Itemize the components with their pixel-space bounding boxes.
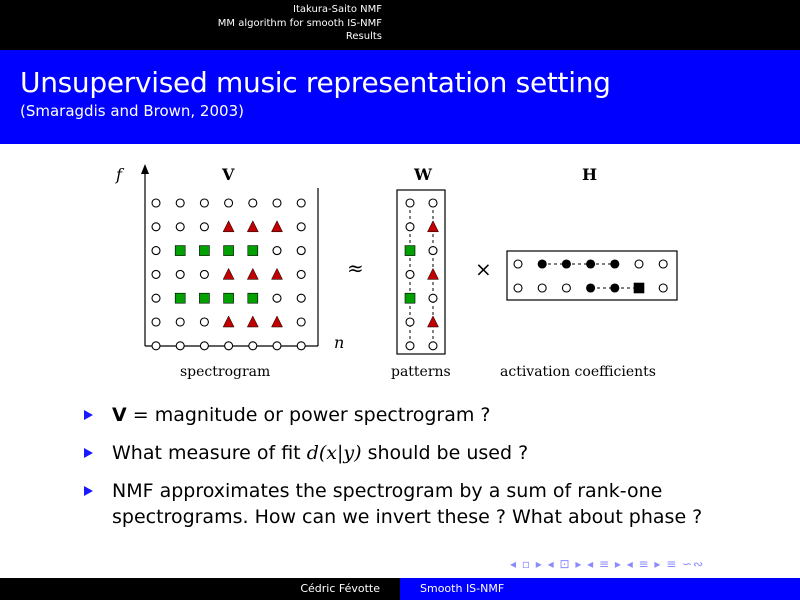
bullet-1-bold: V xyxy=(112,404,127,426)
v-cell-r7c4 xyxy=(225,342,233,350)
v-cell-r3c5 xyxy=(248,246,258,256)
h-matrix-box xyxy=(507,251,677,300)
w-cell-r7c2 xyxy=(429,342,437,350)
footer-bar xyxy=(0,578,800,600)
v-cell-r3c1 xyxy=(152,247,160,255)
v-cell-r4c3 xyxy=(200,270,208,278)
v-cell-r6c3 xyxy=(200,318,208,326)
footer-author: Cédric Févotte xyxy=(0,578,400,600)
bullet-item-3 xyxy=(82,478,782,530)
v-cell-r6c7 xyxy=(297,318,305,326)
nav-section-3[interactable]: Results xyxy=(345,31,382,42)
w-cell-r4c1 xyxy=(406,270,414,278)
nav-section-1[interactable]: Itakura-Saito NMF xyxy=(293,4,382,15)
nmf-diagram xyxy=(0,150,800,390)
h-cell-r1c5 xyxy=(611,260,619,268)
v-cell-r4c7 xyxy=(297,270,305,278)
h-matrix xyxy=(514,260,667,293)
v-cell-r6c5 xyxy=(247,316,258,327)
v-cell-r2c3 xyxy=(200,223,208,231)
v-cell-r1c5 xyxy=(249,199,257,207)
v-cell-r2c1 xyxy=(152,223,160,231)
nav-section-2[interactable]: MM algorithm for smooth IS-NMF xyxy=(217,17,382,29)
h-cell-r2c2 xyxy=(538,284,546,292)
bullet-item-1 xyxy=(82,402,782,428)
w-cell-r1c1 xyxy=(406,199,414,207)
title-bar xyxy=(0,50,800,144)
h-cell-r1c7 xyxy=(659,260,667,268)
v-cell-r3c4 xyxy=(224,246,234,256)
f-axis-label: f xyxy=(116,165,122,184)
bullet-1-text: = magnitude or power spectrogram ? xyxy=(126,404,491,426)
section-navigation xyxy=(0,0,400,50)
v-cell-r5c2 xyxy=(175,293,185,303)
header-bar xyxy=(0,0,800,50)
bullet-3-text: NMF approximates the spectrogram by a sum of rank-one spectrograms. How can we invert these ? What about phase ? xyxy=(112,480,703,528)
w-cell-r3c2 xyxy=(429,247,437,255)
footer-title: Smooth IS-NMF xyxy=(400,578,800,600)
v-cell-r7c1 xyxy=(152,342,160,350)
v-cell-r2c7 xyxy=(297,223,305,231)
bullet-triangle-icon xyxy=(84,486,93,496)
bullet-2-post: should be used ? xyxy=(361,442,529,464)
times-symbol: × xyxy=(475,257,492,281)
h-cell-r2c6 xyxy=(634,283,644,293)
slide-title: Unsupervised music representation setting xyxy=(20,66,611,99)
v-cell-r2c5 xyxy=(247,221,258,232)
v-cell-r2c6 xyxy=(272,221,283,232)
v-label: V xyxy=(222,165,235,184)
w-matrix xyxy=(405,199,439,350)
h-cell-r1c2 xyxy=(538,260,546,268)
v-cell-r4c1 xyxy=(152,270,160,278)
f-axis-arrow xyxy=(141,164,149,174)
bullet-item-2 xyxy=(82,440,782,466)
v-cell-r3c7 xyxy=(297,247,305,255)
h-cell-r2c5 xyxy=(611,284,619,292)
h-cell-r2c1 xyxy=(514,284,522,292)
w-cell-r3c1 xyxy=(405,246,415,256)
v-cell-r1c4 xyxy=(225,199,233,207)
h-cell-r1c4 xyxy=(587,260,595,268)
v-cell-r5c1 xyxy=(152,294,160,302)
bullet-2-pre: What measure of fit xyxy=(112,442,307,464)
v-cell-r4c5 xyxy=(247,268,258,279)
v-cell-r4c2 xyxy=(176,270,184,278)
w-cell-r5c2 xyxy=(429,294,437,302)
w-cell-r4c2 xyxy=(428,268,439,279)
bullet-triangle-icon xyxy=(84,410,93,420)
slide-subtitle: (Smaragdis and Brown, 2003) xyxy=(20,102,244,120)
v-cell-r3c3 xyxy=(199,246,209,256)
h-cell-r1c3 xyxy=(562,260,570,268)
v-cell-r1c7 xyxy=(297,199,305,207)
v-cell-r1c1 xyxy=(152,199,160,207)
w-cell-r6c1 xyxy=(406,318,414,326)
w-cell-r2c1 xyxy=(406,223,414,231)
v-cell-r6c1 xyxy=(152,318,160,326)
h-cell-r1c1 xyxy=(514,260,522,268)
v-cell-r7c6 xyxy=(273,342,281,350)
h-cell-r1c6 xyxy=(635,260,643,268)
v-cell-r4c4 xyxy=(223,268,234,279)
v-cell-r1c3 xyxy=(200,199,208,207)
v-matrix xyxy=(152,199,305,350)
nmf-diagram-svg xyxy=(0,150,800,390)
v-cell-r7c7 xyxy=(297,342,305,350)
bullet-2-math: d(x|y) xyxy=(306,442,362,464)
approx-symbol: ≈ xyxy=(347,256,364,280)
v-cell-r3c6 xyxy=(273,247,281,255)
activation-caption: activation coefficients xyxy=(500,364,656,380)
h-cell-r2c4 xyxy=(587,284,595,292)
w-cell-r5c1 xyxy=(405,293,415,303)
beamer-navigation-symbols[interactable]: ◂ ▫ ▸ ◂ ⊡ ▸ ◂ ≡ ▸ ◂ ≡ ▸ ≡ ∽∾ xyxy=(510,557,705,571)
patterns-caption: patterns xyxy=(391,364,451,380)
v-cell-r5c3 xyxy=(199,293,209,303)
v-cell-r5c4 xyxy=(224,293,234,303)
v-cell-r1c2 xyxy=(176,199,184,207)
v-cell-r7c3 xyxy=(200,342,208,350)
v-cell-r6c6 xyxy=(272,316,283,327)
v-cell-r2c2 xyxy=(176,223,184,231)
bullet-triangle-icon xyxy=(84,448,93,458)
spectrogram-caption: spectrogram xyxy=(180,364,271,380)
h-cell-r2c3 xyxy=(562,284,570,292)
w-cell-r1c2 xyxy=(429,199,437,207)
v-cell-r4c6 xyxy=(272,268,283,279)
v-cell-r7c2 xyxy=(176,342,184,350)
bullet-list xyxy=(82,402,782,542)
w-label: W xyxy=(414,165,432,184)
v-cell-r6c2 xyxy=(176,318,184,326)
w-cell-r6c2 xyxy=(428,316,439,327)
v-cell-r5c7 xyxy=(297,294,305,302)
v-cell-r1c6 xyxy=(273,199,281,207)
v-cell-r3c2 xyxy=(175,246,185,256)
h-cell-r2c7 xyxy=(659,284,667,292)
v-cell-r5c6 xyxy=(273,294,281,302)
v-cell-r6c4 xyxy=(223,316,234,327)
w-cell-r2c2 xyxy=(428,221,439,232)
v-cell-r5c5 xyxy=(248,293,258,303)
w-matrix-box xyxy=(397,190,445,354)
h-label: H xyxy=(582,165,598,184)
n-axis-label: n xyxy=(334,333,345,352)
w-cell-r7c1 xyxy=(406,342,414,350)
v-cell-r7c5 xyxy=(249,342,257,350)
v-cell-r2c4 xyxy=(223,221,234,232)
